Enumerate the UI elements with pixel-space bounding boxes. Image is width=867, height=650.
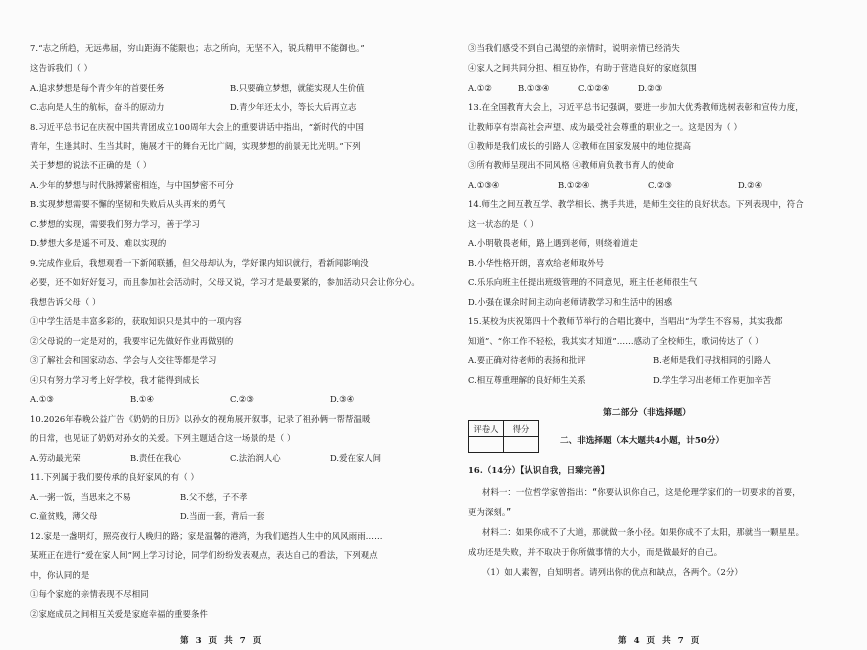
q14-option-c: C.乐乐向班主任提出班级管理的不同意见，班主任老师很生气 (468, 277, 698, 287)
q13-line-1: 13.在全国教育大会上，习近平总书记强调，要进一步加大优秀教师选树表彰和宣传力度， (468, 102, 804, 112)
q14-option-d: D.小强在课余时间主动向老师请教学习和生活中的困惑 (468, 297, 673, 307)
q13-option-c: C.②③ (648, 180, 672, 190)
q16-material2-line2: 成功还是失败，并不取决于你所做事情的大小，而是做最好的自己。 (468, 547, 723, 557)
section-title: 二、非选择题（本大题共4小题，计50分） (560, 436, 725, 446)
q9-statement-4: ④只有努力学习考上好学校，我才能得到成长 (30, 375, 200, 385)
score-table-reviewer-blank (469, 437, 504, 453)
q12-statement-2: ②家庭成员之间相互关爱是家庭幸福的重要条件 (30, 609, 208, 619)
q12-statement-4: ④家人之间共同分担、相互协作，有助于营造良好的家庭氛围 (468, 63, 697, 73)
q14-option-a: A.小明敬畏老师，路上遇到老师，则绕着道走 (468, 238, 638, 248)
q8-option-b: B.实现梦想需要不懈的坚韧和失败后从头再来的勇气 (30, 199, 226, 209)
q16-sub-question-1: （1）如人素智，自知明者。请列出你的优点和缺点，各两个。（2分） (482, 567, 743, 577)
q7-option-c: C.志向是人生的航标，奋斗的原动力 (30, 102, 165, 112)
q10-option-c: C.法治润人心 (230, 453, 281, 463)
q9-line-2: 必要，还不如好好复习，而且参加社会活动时，父母又说，学习才是最要紧的，参加活动只会让你分心。 (30, 277, 420, 287)
score-table-score: 得分 (504, 421, 539, 437)
q10-line-2: 的日常，也见证了奶奶对孙女的关爱。下列主题适合这一场景的是（ ） (30, 433, 296, 443)
left-page (30, 0, 432, 650)
q14-line-1: 14.师生之间互教互学、教学相长、携手共进，是师生交往的良好状态。下列表现中，符合 (468, 199, 804, 209)
q10-option-a: A.劳动最光荣 (30, 453, 81, 463)
q9-option-d: D.③④ (330, 394, 355, 404)
q10-line-1: 10.2026年春晚公益广告《奶奶的日历》以孙女的视角展开叙事，记录了祖孙俩一帮帮温暖 (30, 414, 371, 424)
q12-option-d: D.②③ (638, 83, 663, 93)
q7-option-b: B.只要确立梦想，就能实现人生价值 (230, 83, 365, 93)
part2-title: 第二部分（非选择题） (603, 408, 691, 418)
q16-material2-line1: 材料二：如果你成不了大道，那就做一条小径。如果你成不了太阳，那就当一颗星星。 (482, 527, 805, 537)
q12-statement-1: ①每个家庭的亲情表现不尽相同 (30, 589, 149, 599)
q15-option-a: A.要正确对待老师的表扬和批评 (468, 355, 586, 365)
score-table-reviewer: 评卷人 (469, 421, 504, 437)
q12-option-a: A.①② (468, 83, 492, 93)
q13-option-a: A.①③④ (468, 180, 500, 190)
q8-option-a: A.少年的梦想与时代脉搏紧密相连，与中国梦密不可分 (30, 180, 234, 190)
q11-option-b: B.父不慈，子不孝 (180, 492, 248, 502)
q11-option-c: C.童贫贱，薄父母 (30, 511, 98, 521)
q12-statement-3: ③当我们感受不到自己渴望的亲情时，说明亲情已经消失 (468, 43, 680, 53)
q7-option-a: A.追求梦想是每个青少年的首要任务 (30, 83, 165, 93)
q10-option-d: D.爱在家人间 (330, 453, 381, 463)
q15-line-2: 知道”、“你工作不轻松，我其实才知道”……感动了全校师生，歌词传达了（ ） (468, 336, 764, 346)
q9-option-a: A.①③ (30, 394, 54, 404)
q8-line-3: 关于梦想的说法不正确的是（ ） (30, 160, 152, 170)
q11-option-d: D.当面一套，背后一套 (180, 511, 265, 521)
q16-material1-line2: 更为深刻。” (468, 507, 512, 517)
q9-line-1: 9.完成作业后，我想观看一下新闻联播，但父母却认为，学好课内知识就行，看新闻影响没 (30, 258, 369, 268)
q13-option-b: B.①②④ (558, 180, 590, 190)
q12-line-2: 某班正在进行“爱在家人间”网上学习讨论，同学们纷纷发表观点，表达自己的看法，下列观点 (30, 550, 378, 560)
q8-line-2: 青年，生逢其时、生当其时，施展才干的舞台无比广阔，实现梦想的前景无比光明。”下列 (30, 141, 361, 151)
q13-statements-2: ③所有教师呈现出不同风格 ④教师肩负教书育人的使命 (468, 160, 675, 170)
q7-option-d: D.青少年还太小，等长大后再立志 (230, 102, 357, 112)
q15-option-c: C.相互尊重理解的良好师生关系 (468, 375, 586, 385)
q12-option-c: C.①②④ (578, 83, 610, 93)
q13-line-2: 让教师享有崇高社会声望、成为最受社会尊重的职业之一。这是因为（ ） (468, 122, 742, 132)
q8-option-c: C.梦想的实现，需要我们努力学习，善于学习 (30, 219, 200, 229)
q11-line-1: 11.下列属于我们要传承的良好家风的有（ ） (30, 472, 199, 482)
q9-line-3: 我想告诉父母（ ） (30, 297, 101, 307)
q9-option-b: B.①④ (130, 394, 154, 404)
q16-heading: 16.（14分）【认识自我，日臻完善】 (468, 465, 610, 475)
q14-line-2: 这一状态的是（ ） (468, 219, 539, 229)
q11-option-a: A.一粥一饭，当思来之不易 (30, 492, 131, 502)
right-page (468, 0, 830, 650)
q9-statement-2: ②父母说的一定是对的，我要牢记先做好作业再做别的 (30, 336, 234, 346)
q15-option-b: B.老师是我们寻找相同的引路人 (653, 355, 771, 365)
q9-statement-3: ③了解社会和国家动态、学会与人交往等都是学习 (30, 355, 217, 365)
q15-option-d: D.学生学习出老师工作更加辛苦 (653, 375, 771, 385)
q7-line-1: 7.“志之所趋，无远弗届，穷山距海不能限也；志之所向，无坚不入，锐兵精甲不能御也。” (30, 43, 365, 53)
q8-line-1: 8.习近平总书记在庆祝中国共青团成立100周年大会上的重要讲话中指出，“新时代的中国 (30, 122, 364, 132)
q9-statement-1: ①中学生活是丰富多彩的，获取知识只是其中的一项内容 (30, 316, 242, 326)
q14-option-b: B.小华性格开朗，喜欢给老师取外号 (468, 258, 605, 268)
q15-line-1: 15.某校为庆祝第四十个教师节举行的合唱比赛中，当唱出“为学生不容易，其实我都 (468, 316, 783, 326)
q16-material1-line1: 材料一：一位哲学家曾指出：“你要认识你自己，这是伦理学家们的一切要求的首要， (482, 487, 801, 497)
q13-option-d: D.②④ (738, 180, 763, 190)
q10-option-b: B.责任在我心 (130, 453, 181, 463)
score-table (468, 420, 539, 453)
q8-option-d: D.梦想大多是遥不可及、难以实现的 (30, 238, 167, 248)
q12-option-b: B.①③④ (518, 83, 550, 93)
q13-statements-1: ①教师是我们成长的引路人 ②教师在国家发展中的地位提高 (468, 141, 692, 151)
page-footer-left: 第 3 页 共 7 页 (180, 636, 264, 646)
q7-line-2: 这告诉我们（ ） (30, 63, 93, 73)
score-table-score-blank (504, 437, 539, 453)
q9-option-c: C.②③ (230, 394, 254, 404)
q12-line-3: 中，你认同的是 (30, 570, 90, 580)
q12-line-1: 12.家是一盏明灯，照亮夜行人晚归的路；家是温馨的港湾，为我们遮挡人生中的风风雨雨…… (30, 531, 383, 541)
page-footer-right: 第 4 页 共 7 页 (618, 636, 702, 646)
